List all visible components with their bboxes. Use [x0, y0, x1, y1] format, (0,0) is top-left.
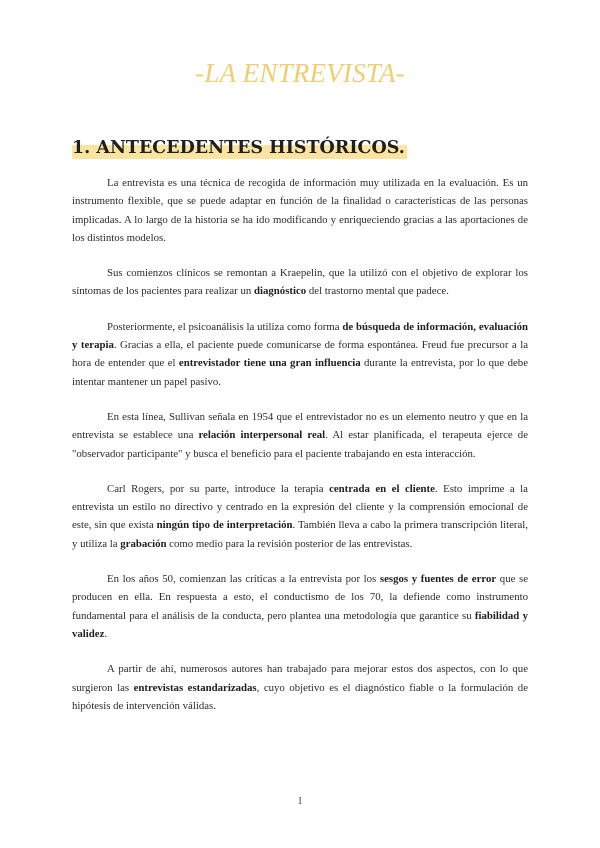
text-run: que se producen en ella. En respuesta a esto, el conductismo de los 70, la defiende como instrumento fundamental para el análisis de la conducta, pero plantea una metodología que garantice su: [72, 573, 529, 622]
paragraph: [72, 264, 528, 301]
text-run: Carl Rogers, por su parte, introduce la terapia: [107, 482, 330, 495]
text-run: A partir de ahí, numerosos autores han trabajado para mejorar estos dos aspectos, con lo que surgieron las: [72, 663, 528, 694]
text-run: durante la entrevista, por lo que debe intentar mantener un papel pasivo.: [72, 357, 528, 388]
bold-text: de búsqueda de información, evaluación y terapia: [72, 320, 529, 352]
text-run: del trastorno mental que padece.: [306, 285, 449, 298]
text-run: , cuyo objetivo es el diagnóstico fiable o la formulación de hipótesis de intervención válidas.: [72, 681, 528, 712]
text-run: como medio para la revisión posterior de las entrevistas.: [166, 537, 413, 550]
text-run: Sus comienzos clínicos se remontan a Kraepelin, que la utilizó con el objetivo de explorar los síntomas de los pacientes para realizar un: [72, 267, 528, 298]
document-body: [72, 174, 528, 732]
bold-text: sesgos y fuentes de error: [379, 573, 497, 586]
bold-text: relación interpersonal real: [198, 429, 326, 442]
paragraph: [72, 174, 528, 247]
text-run: En esta línea, Sullivan señala en 1954 que el entrevistador no es un elemento neutro y que en la entrevista se establece una: [72, 410, 528, 442]
paragraph: [72, 660, 528, 715]
text-run: . Esto imprime a la entrevista un estilo no directivo y centrado en la expresión del cliente y la comprensión emocional de este, sin que exista: [72, 482, 528, 532]
text-run: En los años 50, comienzan las críticas a la entrevista por los: [107, 573, 380, 586]
bold-text: diagnóstico: [253, 285, 307, 298]
text-run: .: [104, 627, 108, 640]
paragraph: [72, 480, 528, 553]
text-run: La entrevista es una técnica de recogida de información muy utilizada en la evaluación. Es un instrumento flexible, que se puede adaptar en función de la finalidad o características de las personas implicadas. A lo largo de la historia se ha ido modificando y enriqueciendo gracias a las aportaciones de los distintos modelos.: [72, 177, 528, 244]
page-number: 1: [297, 796, 303, 807]
text-run: . También lleva a cabo la primera transcripción literal, y utiliza la: [72, 519, 529, 550]
text-run: Posteriormente, el psicoanálisis la utiliza como forma: [107, 320, 343, 333]
bold-text: ningún tipo de interpretación: [156, 519, 293, 532]
paragraph: [72, 318, 528, 391]
bold-text: fiabilidad y validez: [72, 609, 528, 640]
bold-text: entrevistador tiene una gran influencia: [178, 357, 361, 370]
bold-text: centrada en el cliente: [329, 482, 435, 495]
document-title: -LA ENTREVISTA-: [195, 58, 405, 88]
bold-text: grabación: [120, 537, 167, 550]
paragraph: [72, 570, 528, 643]
text-run: . Al estar planificada, el terapeuta ejerce de "observador participante" y busca el beneficio para el paciente trabajando en esta interacción.: [72, 429, 528, 460]
section-heading: 1. ANTECEDENTES HISTÓRICOS.: [72, 138, 405, 158]
text-run: . Gracias a ella, el paciente puede comunicarse de forma espontánea. Freud fue precursor a la hora de entender que el: [72, 339, 528, 370]
paragraph: [72, 408, 528, 463]
bold-text: entrevistas estandarizadas: [133, 681, 257, 694]
